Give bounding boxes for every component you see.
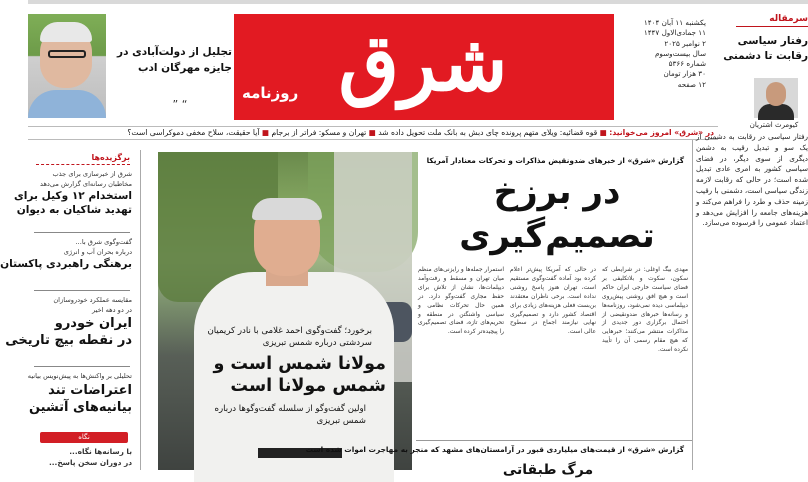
left-item-headline: استخدام ۱۲ وکیل برای <box>14 190 132 202</box>
left-footer <box>28 446 132 468</box>
second-story-headline[interactable]: مرگ طبقاتی <box>502 462 594 478</box>
divider <box>416 440 692 441</box>
second-story-kicker: گزارش «شرق» از قیمت‌های میلیاردی قبور در آرامستان‌های مشهد که منجر به مهاجرت اموات شده است <box>305 445 684 454</box>
lead-story-column: استمرار جمله‌ها و رایزنی‌های منظم میان تهران و مسقط و رفت‌وآمد دیپلمات‌ها، نشان از تلاش برای حفظ مجاری گفت‌وگو دارد. در همین حال تحرکات نظامی و سیاسی واشنگتن در منطقه و تحریم‌های تازه، فضای تصمیم‌گیری را پیچیده‌تر کرده است. <box>418 267 504 336</box>
issue-info <box>618 18 706 90</box>
issue-year: سال بیست‌وسوم <box>654 48 706 58</box>
ticker-separator: ■ <box>259 128 270 137</box>
column-rule <box>692 140 693 470</box>
quote-mark-icon: “ ” <box>172 98 188 111</box>
divider <box>34 366 130 367</box>
left-footer-line: با رسانه‌ها نگاه... <box>69 447 132 456</box>
left-column-tag: برگزیده‌ها <box>36 153 130 165</box>
teaser-photo <box>28 14 106 118</box>
issue-number: شماره ۵۳۶۶ <box>668 59 706 69</box>
issue-price: ۳۰ هزار تومان <box>663 69 706 79</box>
ticker-separator: ■ <box>366 128 376 137</box>
editorial-tag: سرمقاله <box>736 14 808 27</box>
headline-ticker <box>28 126 718 140</box>
lead-story-column: مهدی بیگ اوغلی: در شرایطی که سکون، سکوت و بلاتکلیفی بر فضای سیاست خارجی ایران حاکم است و هیچ افق روشنی پیش‌روی دیپلماسی دیده نمی‌شود، روزنامه‌ها و رسانه‌ها خبرهای ضدونقیضی از احتمال برگزاری دور جدیدی از مذاکرات منتشر می‌کنند؛ خبرهایی که هیچ مقام رسمی آن را تأیید نکرده است. <box>602 267 688 354</box>
divider <box>34 290 130 291</box>
left-item-kicker: شرق از خبرسازی برای جذب <box>52 170 132 178</box>
top-border <box>28 0 808 4</box>
left-item-kicker: در دو دهه اخیر <box>91 305 132 314</box>
left-item-kicker: درباره بحران آب و انرژی <box>63 247 132 256</box>
left-item-headline: اعتراضات تند <box>48 382 132 398</box>
left-footer-line: در دوران سخن پاسخ... <box>48 458 132 467</box>
lead-story-column: در حالی که آمریکا پیش‌تر اعلام کرده بود آماده گفت‌وگوی مستقیم است، تهران هنوز پاسخ روشنی نداده است. برخی ناظران معتقدند بن‌بست فعلی هزینه‌های زیادی برای اقتصاد کشور دارد و تصمیم‌گیری نهایی نیازمند اجماع در سطوح عالی است. <box>510 267 596 336</box>
ticker-item[interactable]: قوه قضائیه: ویلای متهم پرونده چای دبش به بانک ملت تحویل داده شد <box>378 128 598 137</box>
left-item-headline: برهنگی راهبردی پاکستان <box>0 258 132 270</box>
ticker-lead: در «شرق» امروز می‌خوانید: <box>609 128 714 137</box>
newspaper-subtitle: روزنامه <box>242 84 299 102</box>
newspaper-title: شرق <box>338 18 508 109</box>
left-item[interactable] <box>5 296 132 349</box>
column-rule <box>140 150 141 470</box>
lead-story-headline[interactable] <box>428 170 686 258</box>
issue-pages: ۱۲ صفحه <box>677 79 706 89</box>
left-item-kicker: گفت‌وگوی شرق با... <box>75 238 132 246</box>
left-item-kicker: تحلیلی بر واکنش‌ها به پیش‌نویس بیانیه <box>27 372 132 380</box>
left-item[interactable] <box>0 238 132 271</box>
lead-headline-line: در برزخ <box>493 172 621 212</box>
issue-date: یکشنبه ۱۱ آبان ۱۴۰۴ <box>643 18 706 27</box>
ticker-separator: ■ <box>597 128 607 137</box>
feature-headline[interactable]: مولانا شمس است و شمس مولانا است <box>213 354 386 396</box>
feature-subtitle: اولین گفت‌وگو از سلسله گفت‌وگوها درباره شمس تبریزی <box>214 404 366 426</box>
left-item-kicker: مخاطبان رسانه‌ای گزارش می‌دهد <box>39 179 132 188</box>
author-name: کیومرث اشتریان <box>749 121 799 129</box>
masthead-logo <box>234 14 614 120</box>
lead-story-kicker: گزارش «شرق» از خبرهای ضدونقیض مذاکرات و تحرکات معنادار آمریکا <box>426 156 684 165</box>
editorial-title[interactable]: رفتار سیاسی رقابت تا دشمنی <box>723 35 808 62</box>
ticker-item[interactable]: آیا حقیقت، سلاح مخفی دموکراسی است؟ <box>127 128 260 137</box>
editorial-body: رفتار سیاسی در رقابت به دشمنی از یک سو و تبدیل رقیب به دشمن دیگری از سوی دیگر، در فضای سیاسی کشور به امری عادی تبدیل شده است؛ در حالی که رقابت لازمه زندگی سیاسی است، دشمنی با رقیب زمینه حذف و طرد را فراهم می‌کند و هزینه‌های جامعه را افزایش می‌دهد و اعتماد عمومی را فرسوده می‌سازد. <box>696 132 808 228</box>
ticker-item[interactable]: تهران و مسکو: فراتر از برجام <box>271 128 367 137</box>
top-teaser-headline: تجلیل از دولت‌آبادی در جایزه مهرگان ادب <box>117 46 232 74</box>
section-pill: نگاه <box>40 432 128 443</box>
feature-intro: برخورد؛ گفت‌وگوی احمد غلامی با نادر کریمیان سردشتی درباره شمس تبریزی <box>207 326 372 348</box>
left-item-headline: در نقطه بیچ تاریخی <box>5 333 132 348</box>
left-item-headline: بیانیه‌های آتشین <box>28 399 132 415</box>
left-item-headline: تهدید شاکیان به دیوان <box>16 204 132 216</box>
issue-gregorian-date: ۲ نوامبر ۲۰۲۵ <box>664 38 706 48</box>
issue-hijri-date: ۱۱ جمادی‌الاول ۱۴۴۷ <box>643 28 706 38</box>
author-photo <box>754 78 798 118</box>
divider <box>34 232 130 233</box>
left-item-kicker: مقایسه عملکرد خودروسازان <box>53 296 132 304</box>
lead-headline-line: تصمیم‌گیری <box>459 216 655 256</box>
left-item[interactable] <box>28 372 132 416</box>
left-item-headline: ایران خودرو <box>54 316 132 331</box>
left-item[interactable] <box>14 170 132 217</box>
